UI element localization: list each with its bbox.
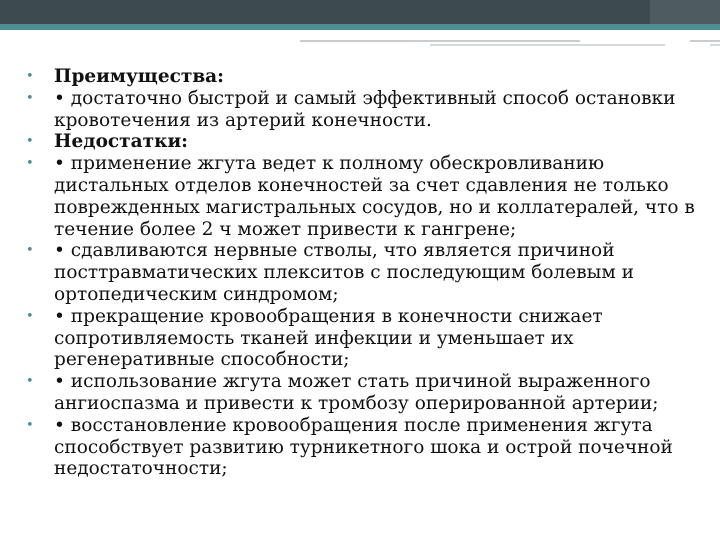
bullet-icon: • (26, 90, 34, 106)
list-item (26, 306, 706, 371)
top-band (0, 0, 720, 24)
list-item-disadvantages-heading (26, 131, 706, 153)
bullet-icon: • (26, 417, 34, 433)
list-item (26, 415, 706, 480)
bullet-icon: • (26, 134, 34, 150)
disadvantage-text: • применение жгута ведет к полному обескровливанию дистальных отделов конечностей за счет сдавления не только поврежденных магистральных сосудов, но и коллатералей, что в течение более 2 ч может привести к гангрене; (54, 153, 695, 240)
list-item (26, 88, 706, 132)
disadvantage-text: • восстановление кровообращения после применения жгута способствует развитию турникетного шока и острой почечной недостаточности; (54, 414, 673, 480)
top-band-corner (650, 0, 720, 24)
list-item (26, 240, 706, 305)
bullet-icon: • (26, 243, 34, 259)
decor-line (430, 44, 665, 46)
bullet-icon: • (26, 156, 34, 172)
decor-line (710, 44, 720, 46)
bullet-icon: • (26, 374, 34, 390)
list-item (26, 153, 706, 240)
accent-stripe (0, 24, 720, 30)
advantages-heading: Преимущества: (54, 66, 224, 87)
slide-body (26, 66, 706, 480)
list-item-advantages-heading (26, 66, 706, 88)
disadvantage-text: • прекращение кровообращения в конечности снижает сопротивляемость тканей инфекции и уменьшает их регенеративные способности; (54, 305, 603, 371)
disadvantage-text: • сдавливаются нервные стволы, что является причиной посттравматических плекситов с последующим болевым и ортопедическим синдромом; (54, 240, 634, 305)
bullet-icon: • (26, 308, 34, 324)
disadvantage-text: • использование жгута может стать причиной выраженного ангиоспазма и привести к тромбозу оперированной артерии; (54, 371, 659, 414)
disadvantages-heading: Недостатки: (54, 131, 189, 153)
list-item (26, 371, 706, 415)
bullet-icon: • (26, 69, 34, 84)
advantage-text: • достаточно быстрой и самый эффективный способ остановки кровотечения из артерий конечности. (54, 87, 676, 131)
decor-line (300, 40, 580, 42)
decor-line (690, 40, 720, 42)
